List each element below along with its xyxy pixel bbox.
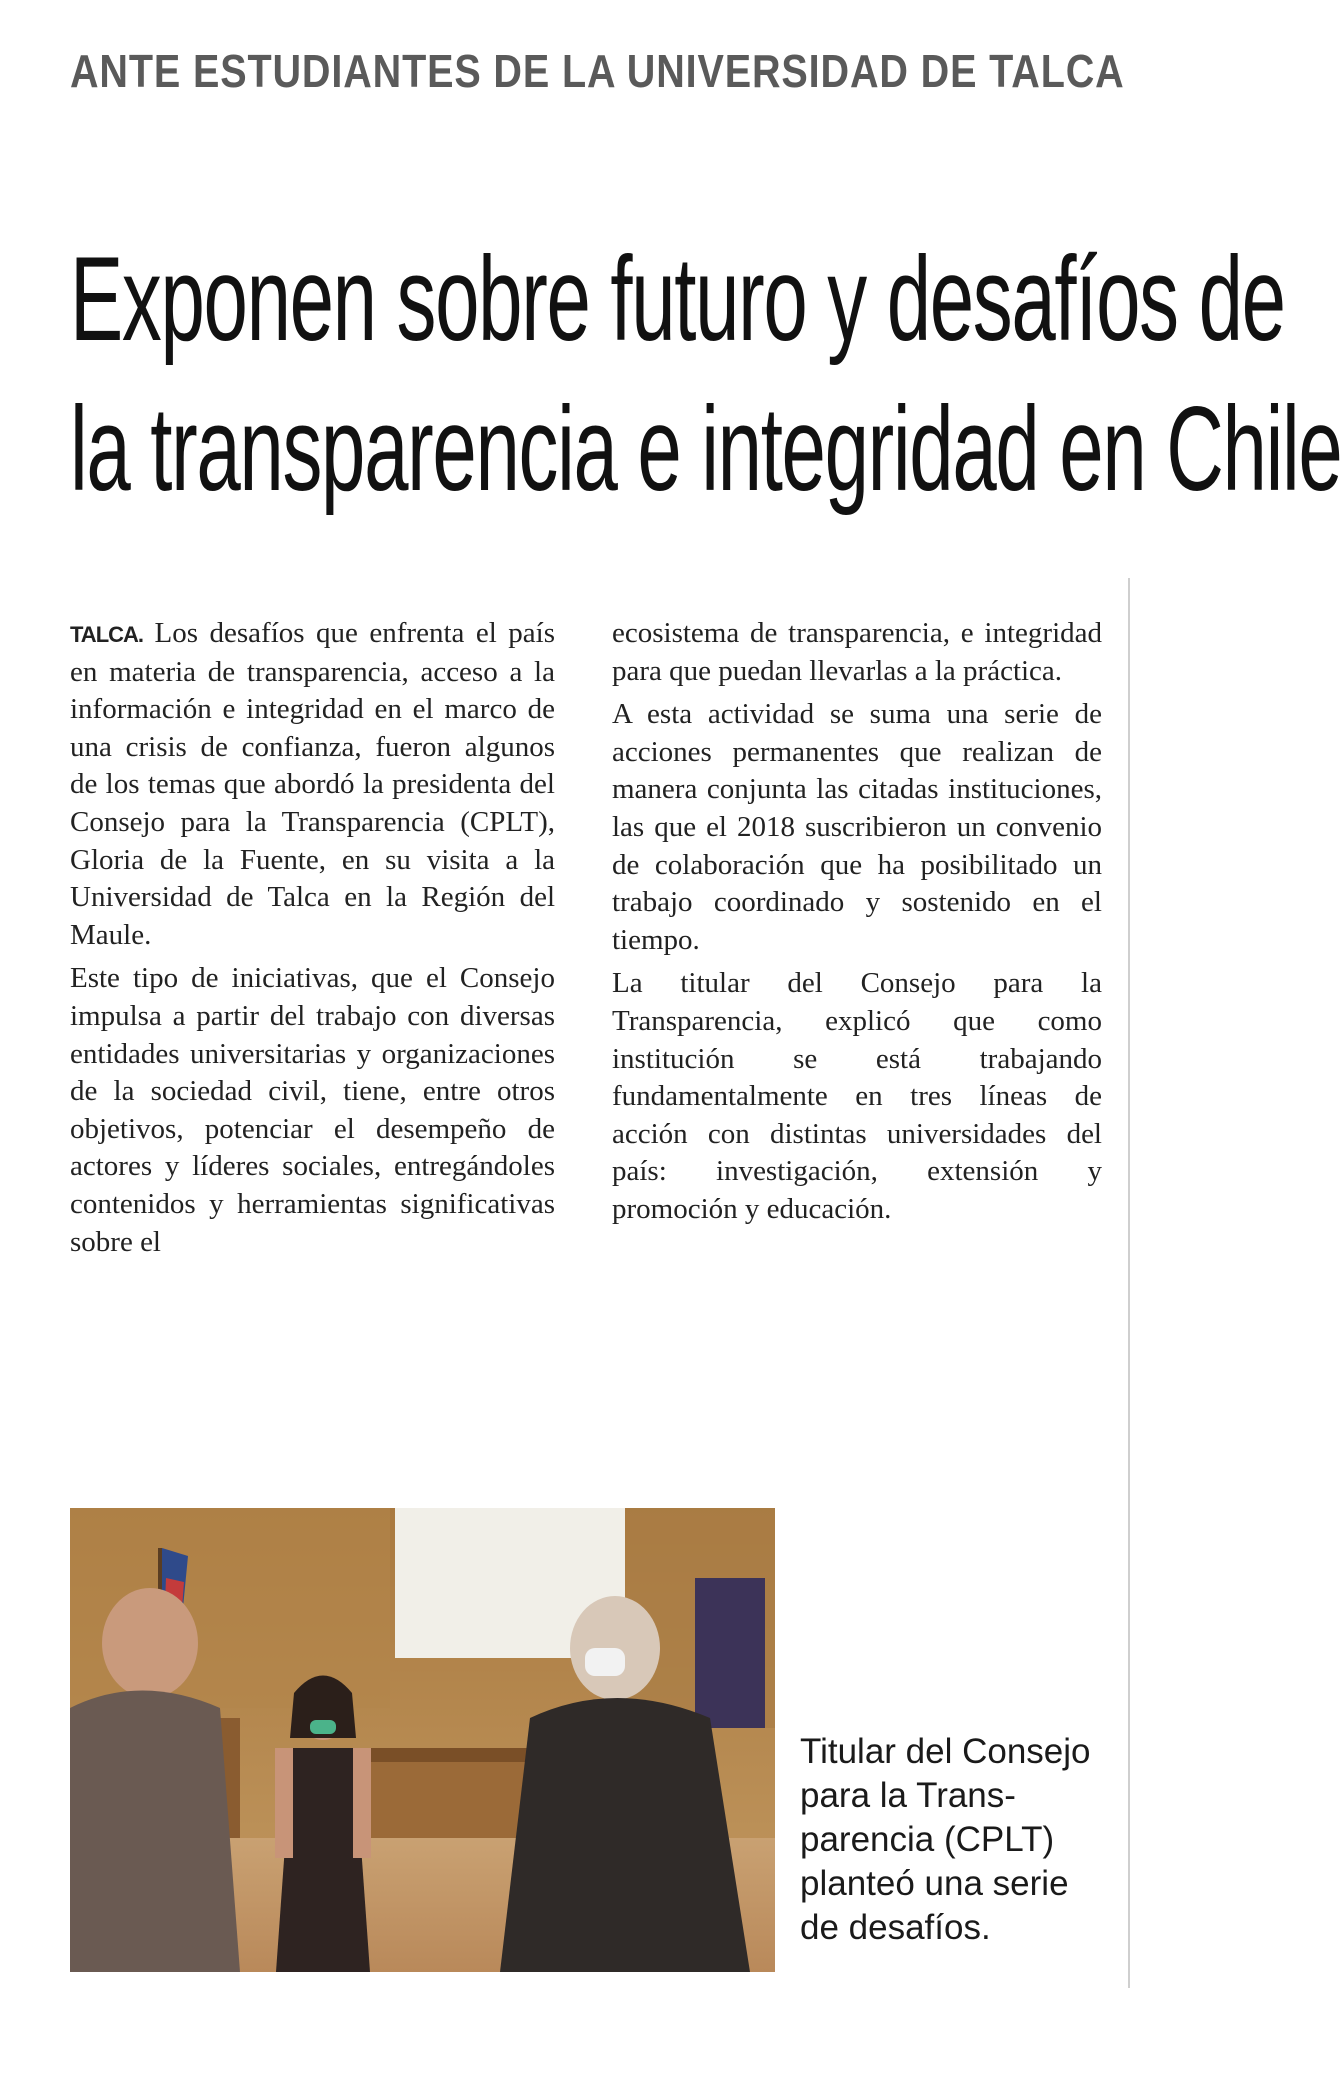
dateline: TALCA.	[70, 622, 144, 647]
paragraph: ecosistema de transparencia, e integridad para que puedan llevarlas a la práctica.	[612, 617, 1102, 687]
paragraph: Este tipo de iniciativas, que el Consejo impulsa a partir del trabajo con diversas entidades universitarias y organizaciones de la sociedad civil, tiene, entre otros objetivos, potenciar el desempeño de actores y líderes sociales, entregándoles contenidos y herramientas significativas sobre el	[70, 962, 555, 1258]
photo-caption	[800, 1730, 1100, 1950]
paragraph	[70, 615, 555, 954]
caption-line: de desafíos.	[800, 1908, 991, 1947]
caption-line: para la Trans-	[800, 1776, 1016, 1815]
article-column-left	[70, 615, 555, 1261]
article-photo	[70, 1508, 775, 1972]
paragraph: La titular del Consejo para la Transparencia, explicó que como institución se está trabajando fundamentalmente en tres líneas de acción con distintas universidades del país: investigación, extensión y promoción y educación.	[612, 967, 1102, 1225]
caption-line: Titular del Consejo	[800, 1732, 1091, 1771]
article-column-right	[612, 615, 1102, 1229]
paragraph: A esta actividad se suma una serie de acciones permanentes que realizan de manera conjunta las citadas instituciones, las que el 2018 suscribieron un convenio de colaboración que ha posibilitado un trabajo coordinado y sostenido en el tiempo.	[612, 698, 1102, 956]
headline-line-1: Exponen sobre futuro y desafíos de	[70, 232, 1285, 366]
caption-line: planteó una serie	[800, 1864, 1069, 1903]
column-rule	[1128, 578, 1130, 1988]
kicker: ANTE ESTUDIANTES DE LA UNIVERSIDAD DE TALCA	[70, 45, 1125, 97]
headline-line-2: la transparencia e integridad en Chile	[70, 382, 1341, 516]
headline	[70, 224, 1341, 524]
caption-line: parencia (CPLT)	[800, 1820, 1055, 1859]
paragraph-text: Los desafíos que enfrenta el país en materia de transparencia, acceso a la información e integridad en el marco de una crisis de confianza, fueron algunos de los temas que abordó la presidenta del Consejo para la Transparencia (CPLT), Gloria de la Fuente, en su visita a la Universidad de Talca en la Región del Maule.	[70, 617, 555, 951]
